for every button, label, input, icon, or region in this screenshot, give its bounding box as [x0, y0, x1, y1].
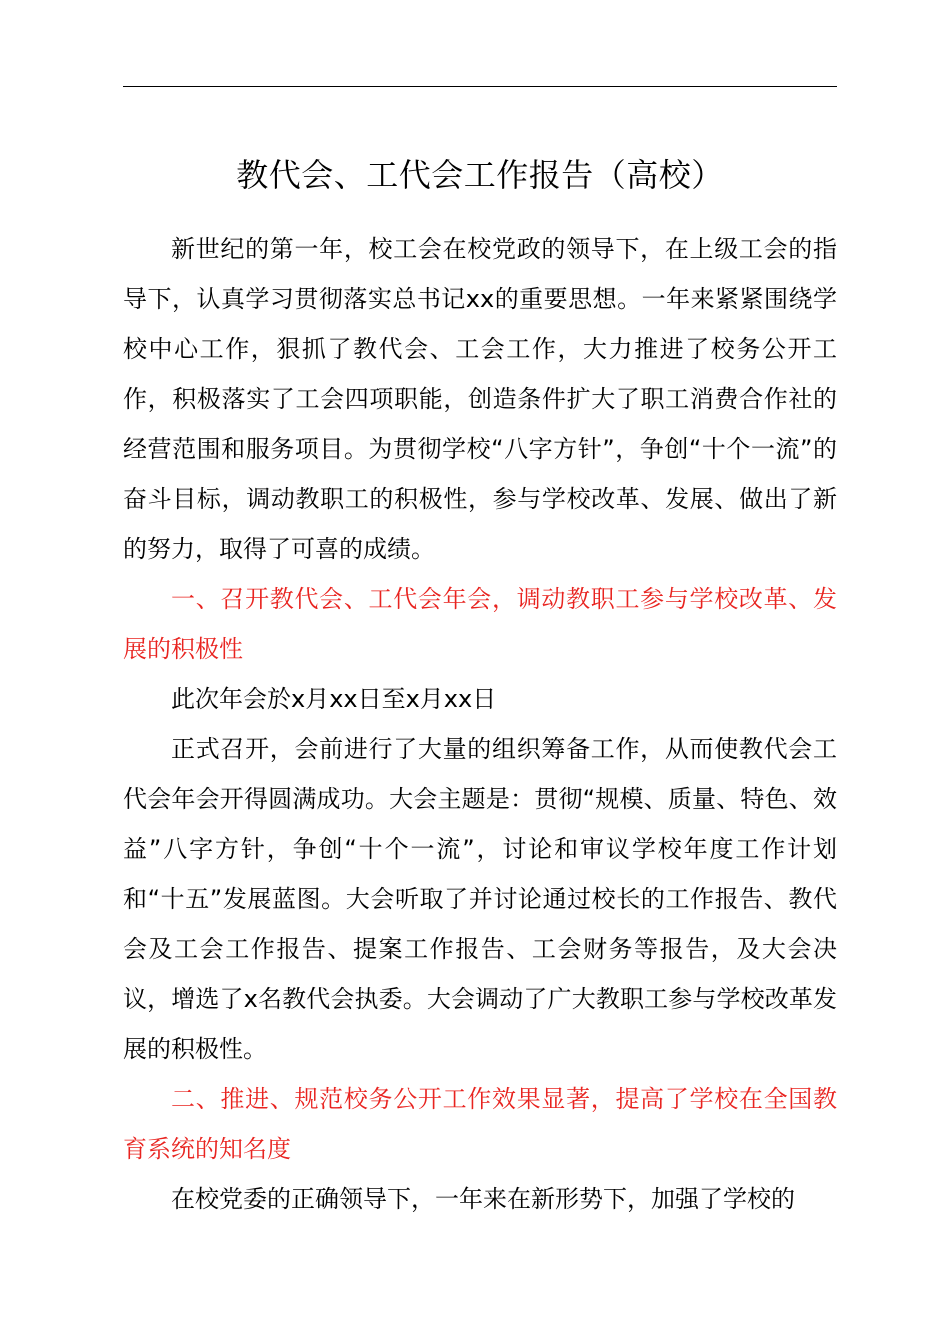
document-title: 教代会、工代会工作报告（高校）	[236, 156, 724, 194]
section-2-paragraph: 在校党委的正确领导下，一年来在新形势下，加强了学校的	[171, 1185, 795, 1213]
meeting-detail-paragraph: 正式召开，会前进行了大量的组织筹备工作，从而使教代会工代会年会开得圆满成功。大会主题是：贯彻“规模、质量、特色、效益”八字方针，争创“十个一流”，讨论和审议学校年度工作计划和“十五”发展蓝图。大会听取了并讨论通过校长的工作报告、教代会及工会工作报告、提案工作报告、工会财务等报告，及大会决议，增选了x名教代会执委。大会调动了广大教职工参与学校改革发展的积极性。	[123, 735, 837, 1063]
meeting-date-paragraph: 此次年会於x月xx日至x月xx日	[171, 685, 497, 713]
section-heading-1: 一、召开教代会、工代会年会，调动教职工参与学校改革、发展的积极性	[123, 585, 837, 663]
section-heading-2: 二、推进、规范校务公开工作效果显著，提高了学校在全国教育系统的知名度	[123, 1085, 837, 1163]
header-rule	[123, 86, 837, 87]
document-body	[123, 224, 837, 1224]
intro-paragraph: 新世纪的第一年，校工会在校党政的领导下，在上级工会的指导下，认真学习贯彻落实总书记xx的重要思想。一年来紧紧围绕学校中心工作，狠抓了教代会、工会工作，大力推进了校务公开工作，积极落实了工会四项职能，创造条件扩大了职工消费合作社的经营范围和服务项目。为贯彻学校“八字方针”，争创“十个一流”的奋斗目标，调动教职工的积极性，参与学校改革、发展、做出了新的努力，取得了可喜的成绩。	[123, 235, 837, 563]
